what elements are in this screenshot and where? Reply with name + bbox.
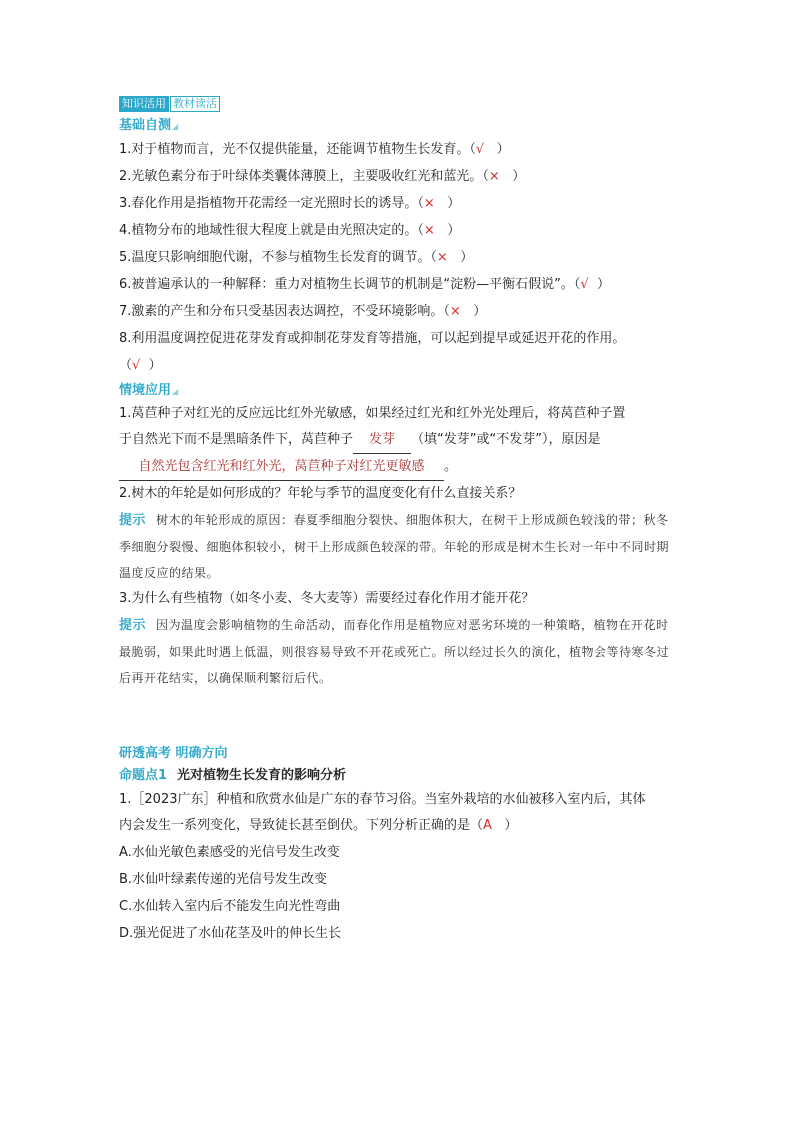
tag-textbook: 教材读活 (170, 96, 220, 112)
answer-mark: √ (132, 358, 141, 373)
hint-paragraph-3: 提示 因为温度会影响植物的生命活动，而春化作用是植物应对恶劣环境的一种策略，植物在开花时最脆弱，如果此时遇上低温，则很容易导致不开花或死亡。所以经过长久的演化，植物会等待寒冬过后再开花结实，以确保顺利繁衍后代。 (119, 618, 670, 685)
list-item: 5.温度只影响细胞代谢，不参与植物生长发育的调节。（× ） (119, 250, 474, 265)
scenario-content (119, 401, 679, 691)
hint-label: 提示 (119, 513, 147, 528)
question-1: 1.莴苣种子对红光的反应远比红外光敏感，如果经过红光和红外光处理后，将莴苣种子置 于自然光下而不是黑暗条件下，莴苣种子 发芽 （填“发芽”或“不发芽”），原因是 自然光包含红光和红外光，莴苣种子对红光更敏感 。 (119, 401, 679, 481)
answer-mark: × (423, 223, 435, 238)
list-item: 8.利用温度调控促进花芽发育或抑制花芽发育等措施，可以起到提早或延迟开花的作用。 (119, 331, 626, 346)
title-mark-icon: ◢ (172, 122, 179, 131)
answer-blank-1: 发芽 (353, 427, 411, 454)
answer-mark: √ (580, 277, 589, 292)
section-title-self-test (119, 116, 679, 136)
answer-mark: × (423, 196, 435, 211)
option-c: C.水仙转入室内后不能发生向光性弯曲 (119, 899, 341, 914)
option-d: D.强光促进了水仙花茎及叶的伸长生长 (119, 926, 342, 941)
answer-mark: A (483, 818, 492, 833)
answer-mark: × (449, 304, 461, 319)
section-tags (119, 96, 679, 112)
answer-mark: × (488, 169, 500, 184)
hint-label: 提示 (119, 618, 147, 633)
question-3: 3.为什么有些植物（如冬小麦、冬大麦等）需要经过春化作用才能开花？ (119, 591, 535, 606)
exam-question: 1.［2023广东］种植和欣赏水仙是广东的春节习俗。当室外栽培的水仙被移入室内后，其体 内会发生一系列变化，导致徒长甚至倒伏。下列分析正确的是（A ） (119, 792, 646, 833)
section-title-exam: 研透高考 明确方向 (119, 746, 228, 761)
spacer (119, 691, 679, 743)
point-label: 命题点1 (119, 768, 168, 783)
self-test-list (119, 136, 679, 379)
self-test-title: 基础自测 (119, 118, 172, 133)
list-item: 7.激素的产生和分布只受基因表达调控，不受环境影响。（× ） (119, 304, 487, 319)
answer-blank-2: 自然光包含红光和红外光，莴苣种子对红光更敏感 (119, 454, 444, 481)
document-page (119, 96, 679, 947)
proposition-point (119, 765, 679, 787)
list-item: 3.春化作用是指植物开花需经一定光照时长的诱导。（× ） (119, 196, 461, 211)
point-title: 光对植物生长发育的影响分析 (177, 768, 347, 783)
tag-knowledge: 知识活用 (119, 96, 169, 112)
list-item: 4.植物分布的地域性很大程度上就是由光照决定的。（× ） (119, 223, 461, 238)
option-b: B.水仙叶绿素传递的光信号发生改变 (119, 872, 328, 887)
answer-mark: √ (475, 142, 485, 157)
options-list (119, 839, 679, 947)
hint-paragraph-2: 提示 树木的年轮形成的原因：春夏季细胞分裂快、细胞体积大，在树干上形成颜色较浅的带；秋冬季细胞分裂慢、细胞体积较小，树干上形成颜色较深的带。年轮的形成是树木生长对一年中不同时期温度反应的结果。 (119, 513, 670, 580)
scenario-title: 情境应用 (119, 383, 172, 398)
title-mark-icon: ◢ (172, 387, 179, 396)
option-a: A.水仙光敏色素感受的光信号发生改变 (119, 845, 340, 860)
list-item: 2.光敏色素分布于叶绿体类囊体薄膜上，主要吸收红光和蓝光。（× ） (119, 169, 526, 184)
list-item: 6.被普遍承认的一种解释：重力对植物生长调节的机制是“淀粉—平衡石假说”。（√ ） (119, 277, 610, 292)
section-title-scenario (119, 381, 679, 401)
list-item-continuation: （√ ） (119, 358, 162, 373)
list-item: 1.对于植物而言，光不仅提供能量，还能调节植物生长发育。（√ ） (119, 142, 510, 157)
answer-mark: × (436, 250, 448, 265)
question-2: 2.树木的年轮是如何形成的？年轮与季节的温度变化有什么直接关系？ (119, 486, 522, 501)
